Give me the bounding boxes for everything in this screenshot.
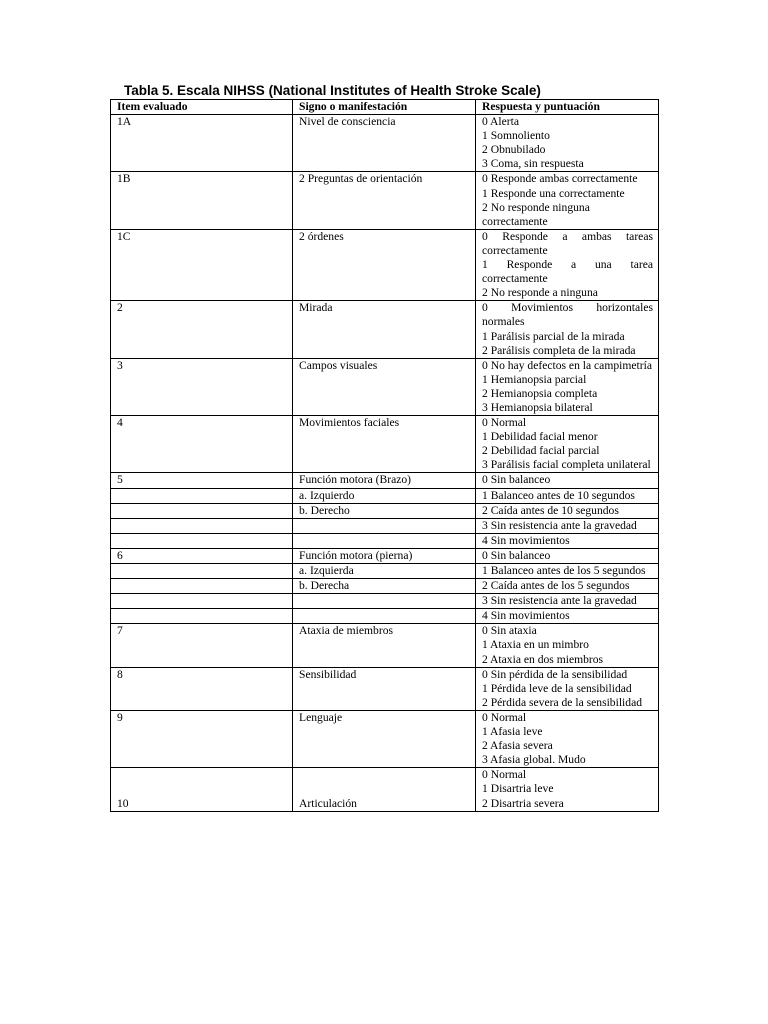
response-option: 1 Balanceo antes de los 5 segundos: [482, 564, 646, 577]
response-cell: [476, 518, 659, 533]
response-option: 0 Responde ambas correctamente: [482, 172, 638, 186]
item-cell: 7: [111, 624, 293, 667]
item-cell: [111, 518, 293, 533]
response-option: 0 Alerta: [482, 115, 520, 129]
response-option: 2 Caída antes de los 5 segundos: [482, 579, 630, 593]
response-cell: [476, 609, 659, 624]
table-title: Tabla 5. Escala NIHSS (National Institutes of Health Stroke Scale): [124, 83, 541, 98]
item-cell: [111, 533, 293, 548]
response-option: 2 Parálisis completa de la mirada: [482, 343, 636, 357]
sign-cell: Función motora (Brazo): [293, 473, 476, 488]
header-item: Item evaluado: [111, 100, 293, 115]
response-option: 0 No hay defectos en la campimetría: [482, 358, 652, 372]
response-option: 0 Movimientos horizontales normales: [482, 301, 653, 329]
response-option: 0 Sin pérdida de la sensibilidad: [482, 667, 628, 681]
table-row: [111, 710, 659, 767]
response-option: 0 Sin balanceo: [482, 548, 551, 562]
response-option: 3 Hemianopsia bilateral: [482, 400, 593, 414]
response-option: 1 Afasia leve: [482, 725, 543, 739]
sign-cell: [293, 533, 476, 548]
response-option: 3 Parálisis facial completa unilateral: [482, 458, 651, 472]
response-cell: [476, 579, 659, 594]
item-cell: 1B: [111, 172, 293, 229]
item-cell: 1A: [111, 115, 293, 172]
sign-cell: [293, 594, 476, 609]
item-cell: [111, 503, 293, 518]
table-row: [111, 768, 659, 811]
item-cell: 10: [111, 768, 293, 811]
table-row: [111, 609, 659, 624]
item-cell: [111, 609, 293, 624]
response-option: 0 Normal: [482, 710, 527, 724]
response-option: 0 Sin balanceo: [482, 473, 551, 487]
response-cell: [476, 533, 659, 548]
sign-cell: b. Derecha: [293, 579, 476, 594]
sign-cell: Movimientos faciales: [293, 416, 476, 473]
table-row: [111, 115, 659, 172]
response-option: 1 Balanceo antes de 10 segundos: [482, 488, 635, 502]
sign-cell: Articulación: [293, 768, 476, 811]
response-option: 0 Normal: [482, 768, 527, 782]
table-row: [111, 229, 659, 300]
response-cell: [476, 358, 659, 415]
item-cell: [111, 488, 293, 503]
response-option: 0 Responde a ambas tareas correctamente: [482, 229, 653, 257]
sign-cell: Mirada: [293, 301, 476, 358]
item-cell: [111, 594, 293, 609]
response-cell: [476, 503, 659, 518]
table-row: [111, 301, 659, 358]
response-option: 1 Parálisis parcial de la mirada: [482, 329, 625, 343]
table-row: [111, 667, 659, 710]
response-option: 1 Responde a una tarea correctamente: [482, 258, 653, 286]
response-option: 1 Somnoliento: [482, 129, 550, 143]
response-option: 4 Sin movimientos: [482, 609, 570, 623]
table-row: [111, 503, 659, 518]
response-cell: [476, 229, 659, 300]
header-row: [111, 100, 659, 115]
item-cell: 2: [111, 301, 293, 358]
sign-cell: a. Izquierda: [293, 564, 476, 579]
table-row: [111, 594, 659, 609]
item-cell: 6: [111, 548, 293, 563]
response-cell: [476, 564, 659, 579]
table-row: [111, 518, 659, 533]
response-option: 3 Sin resistencia ante la gravedad: [482, 518, 637, 532]
sign-cell: Campos visuales: [293, 358, 476, 415]
sign-cell: Ataxia de miembros: [293, 624, 476, 667]
table-row: [111, 488, 659, 503]
item-cell: 4: [111, 416, 293, 473]
response-option: 2 No responde ninguna correctamente: [482, 200, 590, 228]
response-cell: [476, 115, 659, 172]
response-cell: [476, 548, 659, 563]
response-cell: [476, 473, 659, 488]
item-cell: 5: [111, 473, 293, 488]
response-option: 2 Hemianopsia completa: [482, 386, 598, 400]
item-cell: [111, 564, 293, 579]
response-option: 2 No responde a ninguna: [482, 286, 598, 300]
response-cell: [476, 594, 659, 609]
sign-cell: a. Izquierdo: [293, 488, 476, 503]
response-option: 2 Afasia severa: [482, 739, 553, 753]
sign-cell: [293, 609, 476, 624]
response-option: 3 Afasia global. Mudo: [482, 753, 586, 767]
table-row: [111, 358, 659, 415]
item-cell: 3: [111, 358, 293, 415]
header-sign: Signo o manifestación: [293, 100, 476, 115]
table-row: [111, 416, 659, 473]
nihss-table: [110, 99, 659, 812]
response-option: 2 Caída antes de 10 segundos: [482, 503, 619, 517]
sign-cell: Lenguaje: [293, 710, 476, 767]
sign-cell: Función motora (pierna): [293, 548, 476, 563]
response-option: 1 Debilidad facial menor: [482, 430, 598, 444]
response-option: 2 Debilidad facial parcial: [482, 444, 600, 458]
response-cell: [476, 172, 659, 229]
sign-cell: Nivel de consciencia: [293, 115, 476, 172]
response-cell: [476, 488, 659, 503]
response-option: 0 Normal: [482, 416, 527, 430]
table-row: [111, 624, 659, 667]
response-option: 2 Disartria severa: [482, 796, 564, 810]
sign-cell: Sensibilidad: [293, 667, 476, 710]
response-option: 2 Ataxia en dos miembros: [482, 652, 604, 666]
response-cell: [476, 667, 659, 710]
response-option: 2 Pérdida severa de la sensibilidad: [482, 695, 643, 709]
response-option: 1 Disartria leve: [482, 782, 554, 796]
response-option: 1 Ataxia en un mimbro: [482, 638, 589, 652]
response-option: 2 Obnubilado: [482, 143, 546, 157]
sign-cell: b. Derecho: [293, 503, 476, 518]
response-cell: [476, 416, 659, 473]
response-option: 1 Hemianopsia parcial: [482, 372, 587, 386]
response-option: 3 Sin resistencia ante la gravedad: [482, 594, 637, 608]
item-cell: 8: [111, 667, 293, 710]
sign-cell: [293, 518, 476, 533]
sign-cell: 2 órdenes: [293, 229, 476, 300]
item-cell: 9: [111, 710, 293, 767]
header-response: Respuesta y puntuación: [476, 100, 659, 115]
response-cell: [476, 624, 659, 667]
response-option: 4 Sin movimientos: [482, 533, 570, 547]
response-cell: [476, 768, 659, 811]
table-body: [111, 115, 659, 812]
table-row: [111, 172, 659, 229]
response-option: 1 Pérdida leve de la sensibilidad: [482, 681, 632, 695]
response-option: 1 Responde una correctamente: [482, 186, 625, 200]
table-row: [111, 579, 659, 594]
sign-cell: 2 Preguntas de orientación: [293, 172, 476, 229]
table-row: [111, 533, 659, 548]
item-cell: [111, 579, 293, 594]
item-cell: 1C: [111, 229, 293, 300]
response-option: 0 Sin ataxia: [482, 624, 537, 638]
response-option: 3 Coma, sin respuesta: [482, 157, 584, 171]
table-row: [111, 473, 659, 488]
response-cell: [476, 710, 659, 767]
response-cell: [476, 301, 659, 358]
table-row: [111, 548, 659, 563]
table-row: [111, 564, 659, 579]
